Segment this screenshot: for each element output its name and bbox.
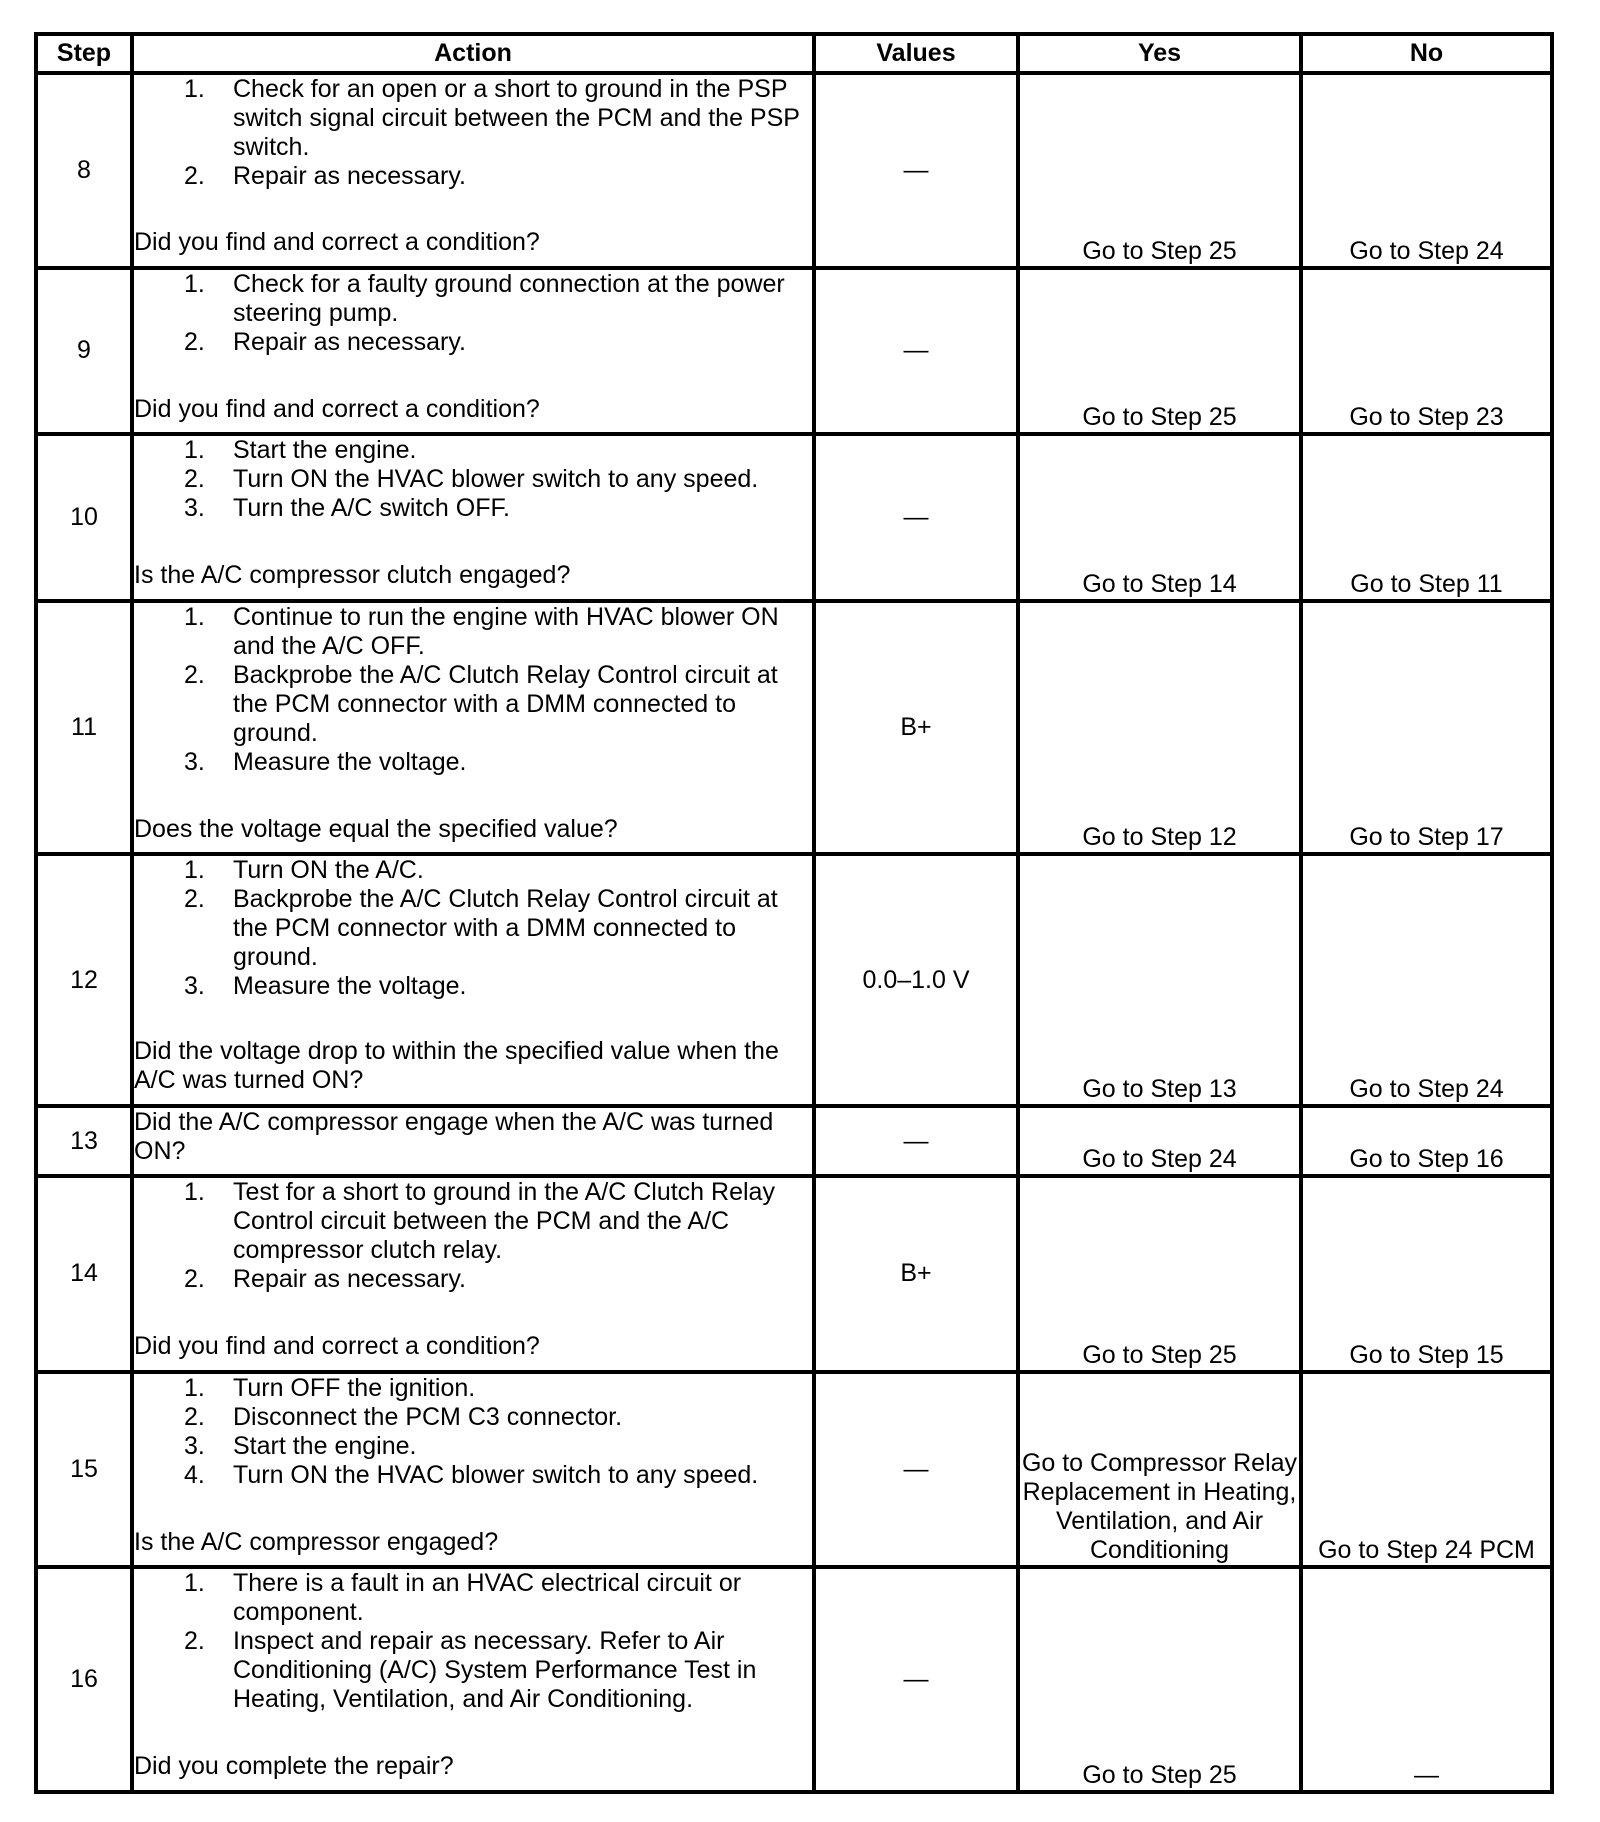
step-item-number: 3.: [184, 747, 205, 776]
values-cell: —: [814, 1567, 1018, 1792]
table-row: [36, 1372, 1552, 1568]
action-question: Did you complete the repair?: [134, 1752, 454, 1781]
action-step-item: [134, 436, 812, 465]
step-item-number: 1.: [184, 856, 205, 885]
action-step-item: [134, 748, 812, 777]
step-item-number: 2.: [184, 162, 205, 190]
action-cell: [132, 73, 814, 268]
yes-cell: Go to Step 13: [1018, 854, 1301, 1106]
step-number: 14: [36, 1176, 132, 1372]
step-number: 11: [36, 601, 132, 855]
action-cell: [132, 1106, 814, 1176]
values-cell: —: [814, 434, 1018, 600]
step-item-number: 1.: [184, 75, 205, 103]
action-step-item: [134, 75, 812, 162]
yes-cell: Go to Step 12: [1018, 601, 1301, 855]
step-item-number: 1.: [184, 436, 205, 465]
action-steps-list: [134, 1569, 812, 1714]
action-step-item: [134, 1403, 812, 1432]
step-item-number: 1.: [184, 269, 205, 298]
values-cell: —: [814, 1106, 1018, 1176]
action-step-item: [134, 972, 812, 1001]
action-step-item: [134, 494, 812, 523]
step-item-text: Backprobe the A/C Clutch Relay Control circuit at the PCM connector with a DMM connected to ground.: [233, 885, 778, 972]
yes-cell: Go to Step 24: [1018, 1106, 1301, 1176]
action-question: Did you find and correct a condition?: [134, 228, 540, 256]
values-cell: —: [814, 1372, 1018, 1568]
no-cell: —: [1301, 1567, 1552, 1792]
action-step-item: [134, 856, 812, 885]
step-item-number: 2.: [184, 465, 205, 494]
step-item-text: Turn ON the A/C.: [233, 856, 424, 885]
step-item-text: Start the engine.: [233, 1431, 417, 1460]
no-cell: Go to Step 17: [1301, 601, 1552, 855]
step-item-text: Turn ON the HVAC blower switch to any speed.: [233, 1460, 759, 1489]
step-item-text: Repair as necessary.: [233, 327, 466, 356]
step-item-text: Check for an open or a short to ground in the PSP switch signal circuit between the PCM and the PSP switch.: [233, 75, 800, 161]
action-cell: [132, 1372, 814, 1568]
action-step-item: [134, 465, 812, 494]
step-number: 10: [36, 434, 132, 600]
step-item-number: 3.: [184, 972, 205, 1001]
step-number: 15: [36, 1372, 132, 1568]
action-cell: [132, 601, 814, 855]
step-item-text: Measure the voltage.: [233, 972, 467, 1001]
step-item-number: 2.: [184, 660, 205, 689]
action-cell: [132, 268, 814, 434]
step-number: 13: [36, 1106, 132, 1176]
values-cell: 0.0–1.0 V: [814, 854, 1018, 1106]
step-item-number: 1.: [184, 602, 205, 631]
action-step-item: [134, 270, 812, 328]
step-item-text: Repair as necessary.: [233, 1265, 466, 1294]
action-step-item: [134, 162, 812, 191]
header-action: Action: [132, 34, 814, 73]
header-no: No: [1301, 34, 1552, 73]
table-row: [36, 268, 1552, 434]
values-cell: B+: [814, 1176, 1018, 1372]
action-question: Did the voltage drop to within the specified value when the A/C was turned ON?: [134, 1037, 779, 1095]
action-cell: [132, 1176, 814, 1372]
step-item-number: 2.: [184, 327, 205, 356]
step-number: 16: [36, 1567, 132, 1792]
header-yes: Yes: [1018, 34, 1301, 73]
action-question: Did you find and correct a condition?: [134, 394, 540, 423]
step-item-text: Turn the A/C switch OFF.: [233, 494, 510, 523]
step-item-number: 2.: [184, 885, 205, 914]
header-values: Values: [814, 34, 1018, 73]
diagnostic-table: [34, 32, 1554, 1794]
action-cell: [132, 1567, 814, 1792]
yes-cell: Go to Compressor Relay Replacement in Heating, Ventilation, and Air Conditioning: [1018, 1372, 1301, 1568]
action-cell: [132, 854, 814, 1106]
yes-cell: Go to Step 25: [1018, 73, 1301, 268]
step-item-text: Measure the voltage.: [233, 747, 467, 776]
table-row: [36, 601, 1552, 855]
header-row: [36, 34, 1552, 73]
no-cell: Go to Step 11: [1301, 434, 1552, 600]
step-item-text: Test for a short to ground in the A/C Clutch Relay Control circuit between the PCM and the A/C compressor clutch relay.: [233, 1178, 775, 1265]
action-step-item: [134, 1265, 812, 1294]
action-steps-list: [134, 1178, 812, 1294]
action-cell: [132, 434, 814, 600]
step-item-number: 3.: [184, 494, 205, 523]
action-step-item: [134, 1461, 812, 1490]
table-row: [36, 854, 1552, 1106]
values-cell: B+: [814, 601, 1018, 855]
action-steps-list: [134, 1374, 812, 1490]
step-item-text: Turn OFF the ignition.: [233, 1373, 476, 1402]
yes-cell: Go to Step 25: [1018, 1567, 1301, 1792]
action-step-item: [134, 1432, 812, 1461]
no-cell: Go to Step 15: [1301, 1176, 1552, 1372]
action-question: Is the A/C compressor clutch engaged?: [134, 561, 571, 590]
action-question: Is the A/C compressor engaged?: [134, 1527, 499, 1556]
step-item-text: Continue to run the engine with HVAC blower ON and the A/C OFF.: [233, 602, 779, 660]
action-step-item: [134, 603, 812, 661]
step-item-text: There is a fault in an HVAC electrical circuit or component.: [233, 1569, 742, 1627]
action-question: Did you find and correct a condition?: [134, 1332, 540, 1361]
action-step-item: [134, 1569, 812, 1627]
action-step-item: [134, 885, 812, 972]
no-cell: Go to Step 16: [1301, 1106, 1552, 1176]
table-row: [36, 1106, 1552, 1176]
step-item-number: 1.: [184, 1373, 205, 1402]
table-row: [36, 434, 1552, 600]
action-steps-list: [134, 603, 812, 777]
step-number: 9: [36, 268, 132, 434]
step-item-number: 3.: [184, 1431, 205, 1460]
action-steps-list: [134, 436, 812, 523]
action-step-item: [134, 1178, 812, 1265]
no-cell: Go to Step 24: [1301, 73, 1552, 268]
step-number: 8: [36, 73, 132, 268]
yes-cell: Go to Step 25: [1018, 1176, 1301, 1372]
step-item-number: 2.: [184, 1627, 205, 1656]
no-cell: Go to Step 24 PCM: [1301, 1372, 1552, 1568]
action-steps-list: [134, 856, 812, 1001]
step-number: 12: [36, 854, 132, 1106]
values-cell: —: [814, 268, 1018, 434]
table-row: [36, 1567, 1552, 1792]
step-item-number: 2.: [184, 1265, 205, 1294]
action-steps-list: [134, 75, 812, 191]
step-item-number: 2.: [184, 1402, 205, 1431]
action-step-item: [134, 661, 812, 748]
yes-cell: Go to Step 25: [1018, 268, 1301, 434]
values-cell: —: [814, 73, 1018, 268]
yes-cell: Go to Step 14: [1018, 434, 1301, 600]
action-question: Does the voltage equal the specified value?: [134, 814, 618, 843]
action-step-item: [134, 328, 812, 357]
step-item-number: 4.: [184, 1460, 205, 1489]
step-item-text: Inspect and repair as necessary. Refer to Air Conditioning (A/C) System Performance Test in Heating, Ventilation, and Air Conditioning.: [233, 1627, 757, 1714]
step-item-text: Repair as necessary.: [233, 162, 466, 190]
step-item-number: 1.: [184, 1178, 205, 1207]
no-cell: Go to Step 23: [1301, 268, 1552, 434]
no-cell: Go to Step 24: [1301, 854, 1552, 1106]
step-item-number: 1.: [184, 1569, 205, 1598]
action-question: Did the A/C compressor engage when the A/C was turned ON?: [134, 1107, 774, 1165]
action-step-item: [134, 1627, 812, 1714]
table-row: [36, 73, 1552, 268]
header-step: Step: [36, 34, 132, 73]
step-item-text: Backprobe the A/C Clutch Relay Control circuit at the PCM connector with a DMM connected to ground.: [233, 660, 778, 747]
action-steps-list: [134, 270, 812, 357]
step-item-text: Check for a faulty ground connection at the power steering pump.: [233, 269, 785, 327]
action-step-item: [134, 1374, 812, 1403]
step-item-text: Turn ON the HVAC blower switch to any speed.: [233, 465, 759, 494]
step-item-text: Disconnect the PCM C3 connector.: [233, 1402, 623, 1431]
table-row: [36, 1176, 1552, 1372]
step-item-text: Start the engine.: [233, 436, 417, 465]
